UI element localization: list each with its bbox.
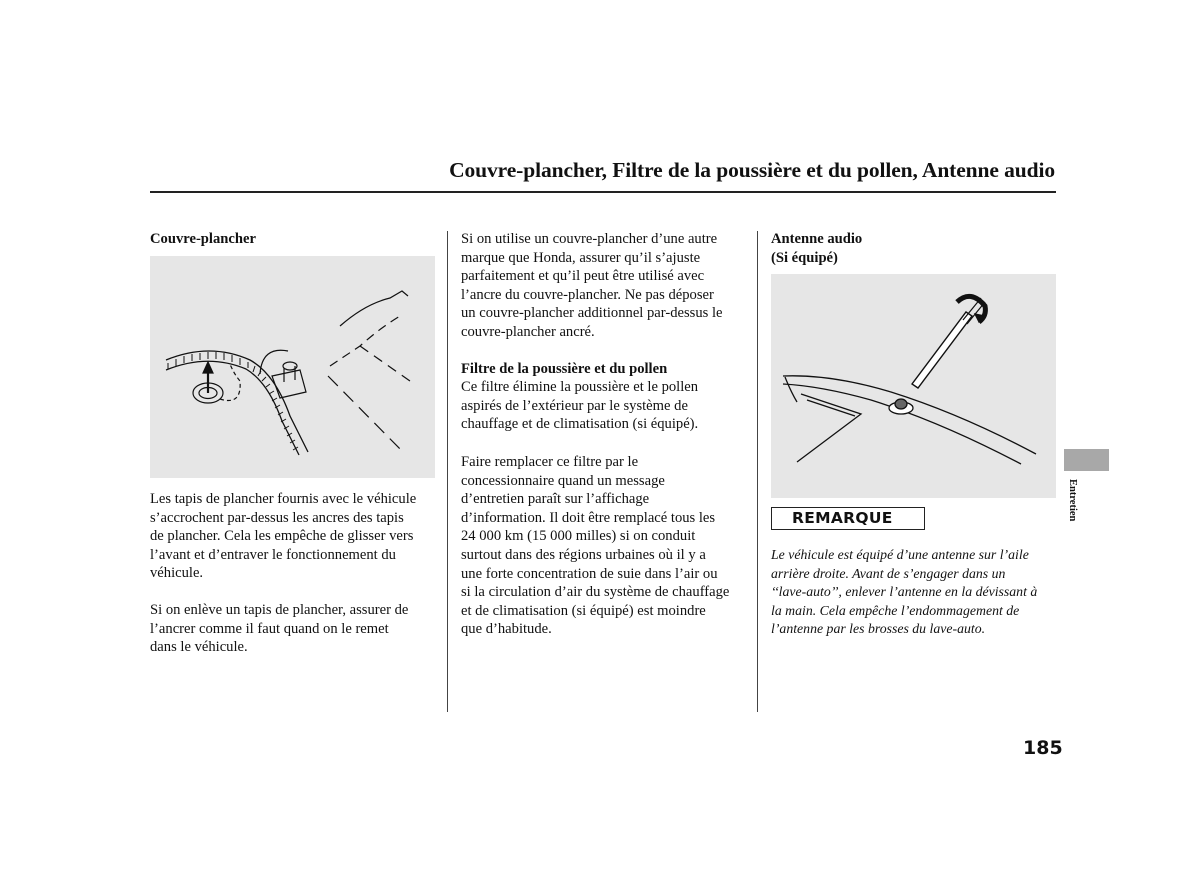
title-rule <box>150 191 1056 193</box>
column-divider-2 <box>757 231 758 712</box>
page-number: 185 <box>1023 737 1063 759</box>
section-label: Entretien <box>1067 479 1078 522</box>
floor-mat-paragraph-3: Si on utilise un couvre-plancher d’une autre marque que Honda, assurer qu’il s’ajuste parfaitement et qu’il peut être utilisé avec l’ancre du couvre-plancher. Ne pas déposer un couvre-plancher additionnel par-dessus le couvre-plancher ancré. <box>461 231 723 340</box>
column-divider-1 <box>447 231 448 712</box>
notice-label: REMARQUE <box>771 507 925 530</box>
filter-heading: Filtre de la poussière et du pollen <box>461 361 668 377</box>
antenna-notice-text: Le véhicule est équipé d’une antenne sur l’aile arrière droite. Avant de s’engager dans un ‘‘lave-auto’’, enlever l’antenne en la dévissant à la main. Cela empêche l’endommagement de l’antenne par les brosses du lave-auto. <box>771 547 1038 637</box>
page-title: Couvre-plancher, Filtre de la poussière et du pollen, Antenne audio <box>449 158 1055 182</box>
section-tab <box>1064 449 1109 471</box>
antenna-illustration <box>771 274 1056 498</box>
floor-mat-paragraph-2: Si on enlève un tapis de plancher, assurer de l’ancrer comme il faut quand on le remet dans le véhicule. <box>150 602 409 656</box>
floor-mat-paragraph-1: Les tapis de plancher fournis avec le véhicule s’accrochent par-dessus les ancres des tapis de plancher. Cela les empêche de glisser vers l’avant et d’entraver le fonctionnement du véhicule. <box>150 491 417 582</box>
filter-paragraph-2: Faire remplacer ce filtre par le concessionnaire quand un message d’entretien paraît sur l’affichage d’information. Il doit être remplacé tous les 24 000 km (15 000 milles) si on conduit surtout dans des régions urbaines où il y a une forte concentration de suie dans l’air ou si la circulation d’air du système de chauffage et de climatisation (si équipé) est moindre que d’habitude. <box>461 454 730 638</box>
floor-mat-illustration <box>150 256 435 478</box>
floor-mat-heading: Couvre-plancher <box>150 231 256 247</box>
filter-paragraph-1: Ce filtre élimine la poussière et le pollen aspirés de l’extérieur par le système de chauffage et de climatisation (si équipé). <box>461 379 699 433</box>
antenna-heading: Antenne audio (Si équipé) <box>771 231 863 266</box>
